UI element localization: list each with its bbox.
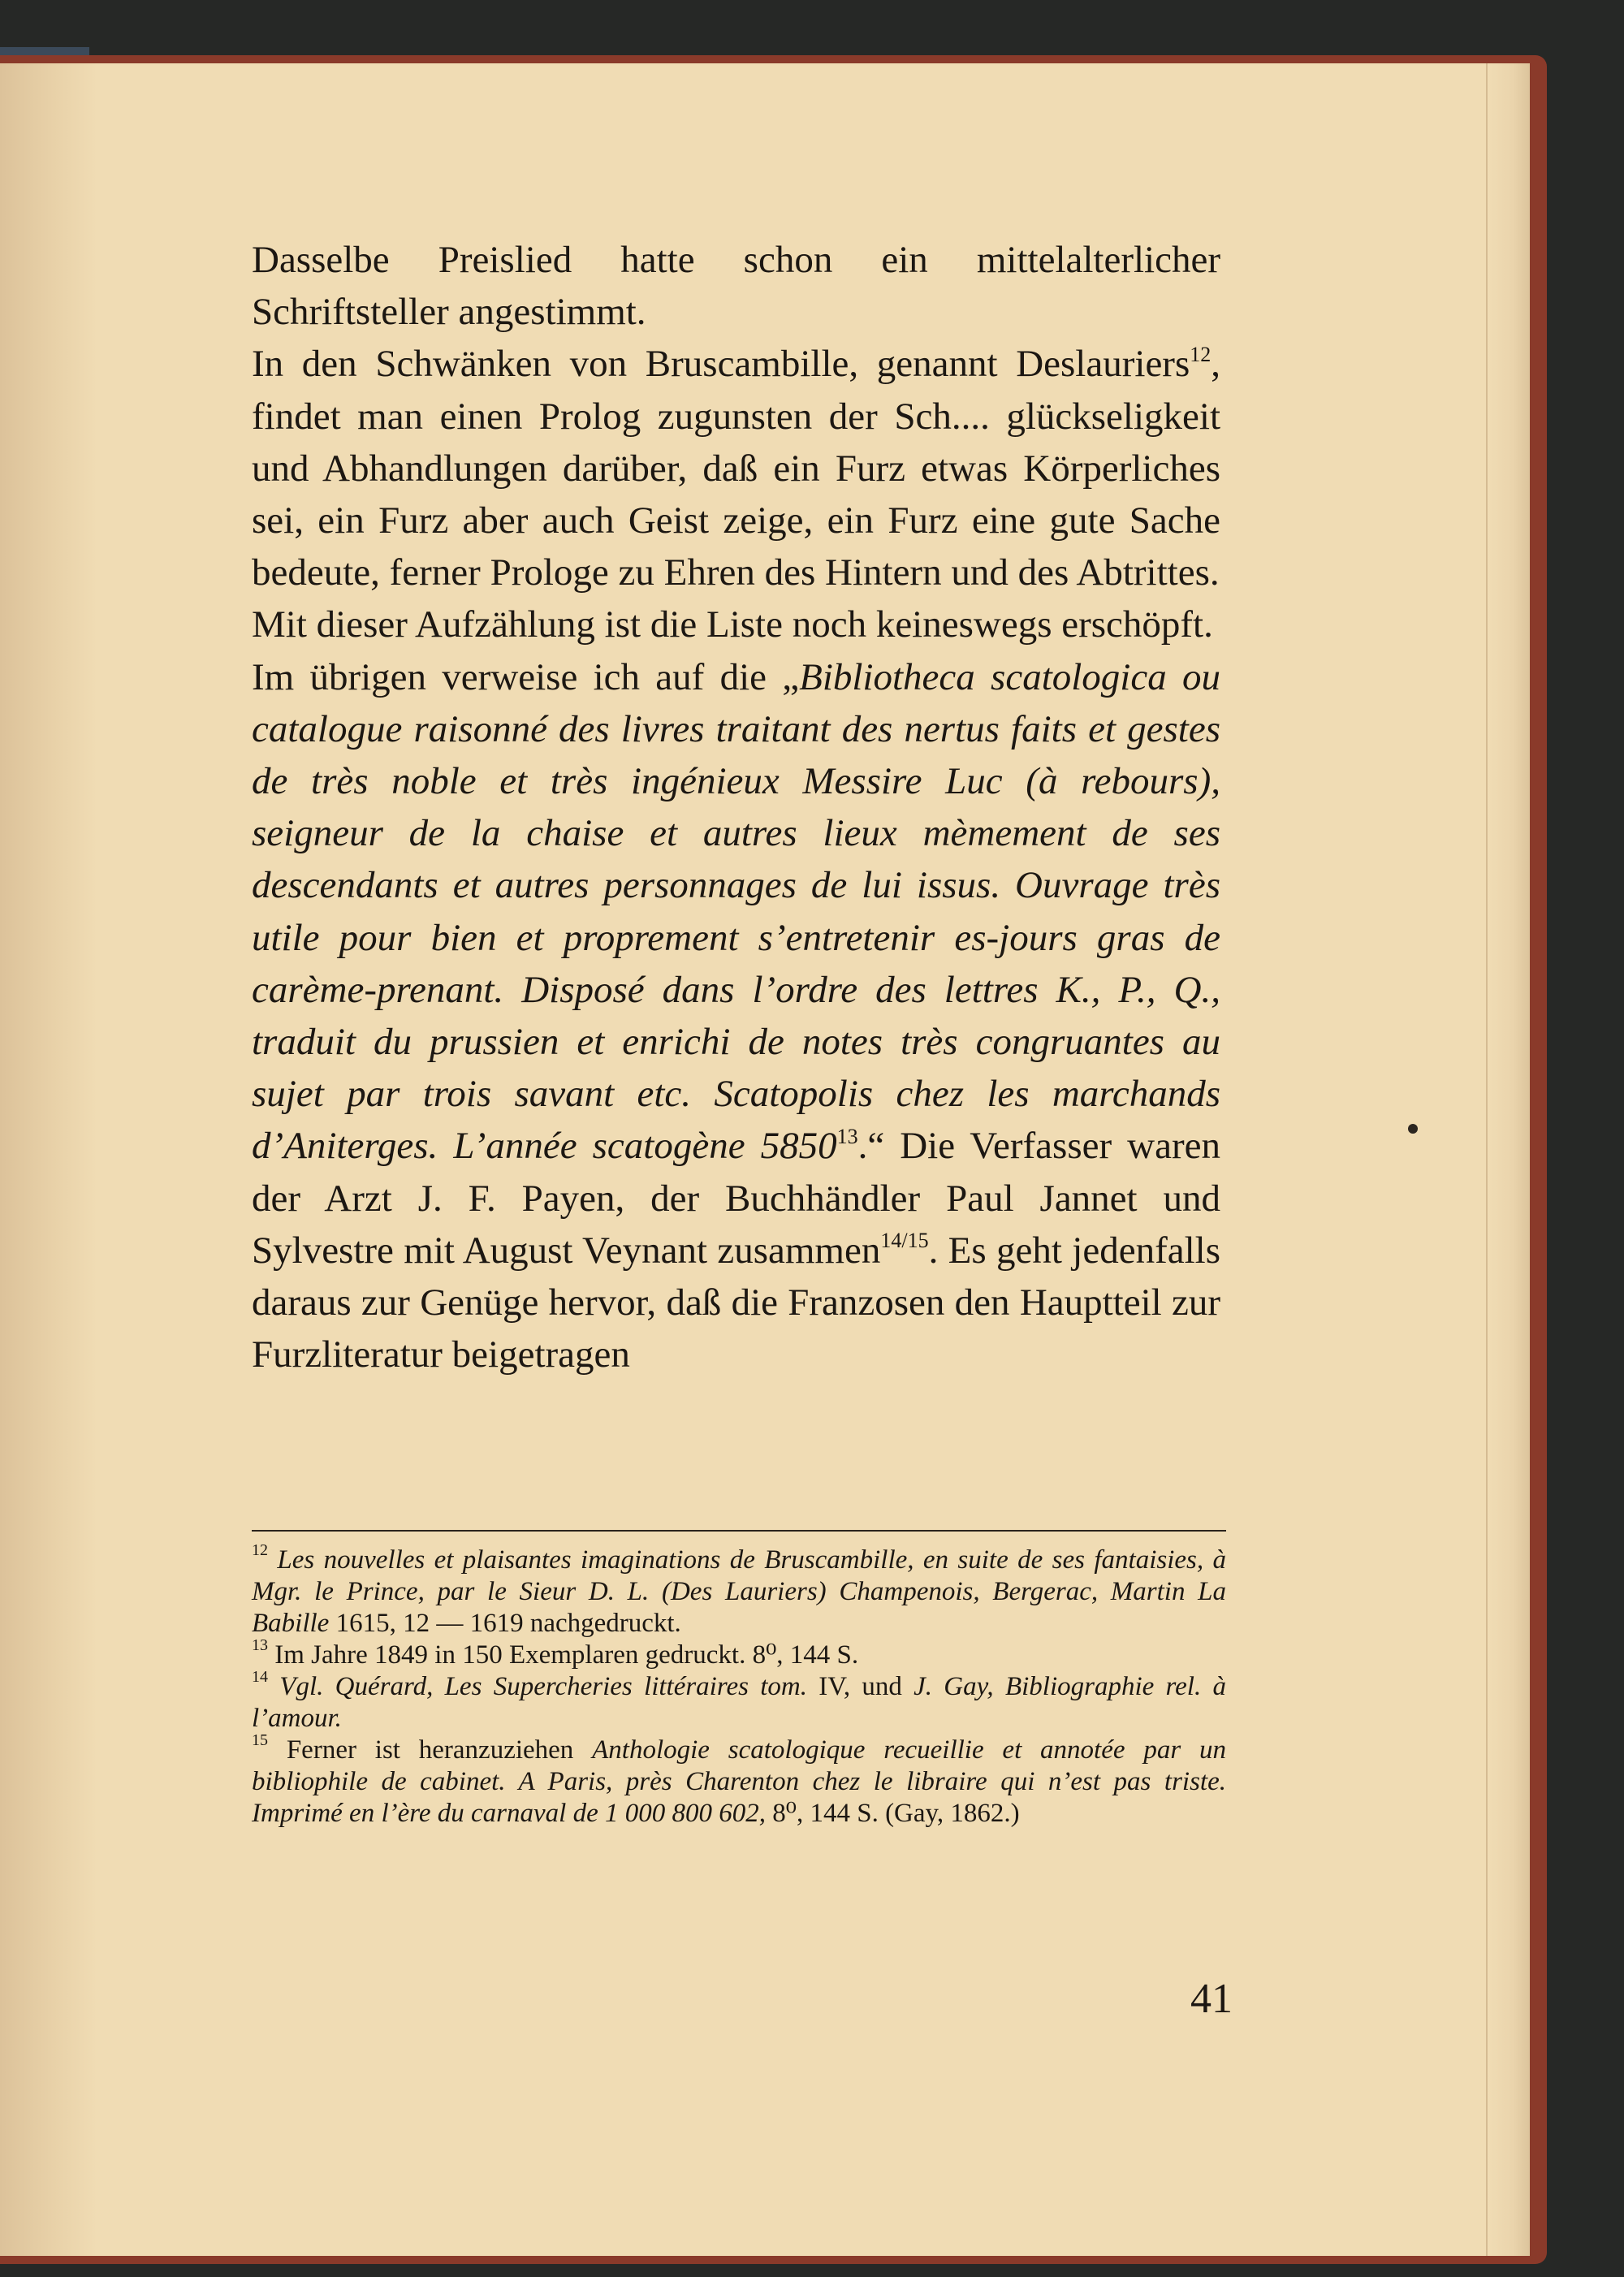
body-text [252, 234, 1220, 1380]
text-run: 1615, 12 — 1619 nachgedruckt. [329, 1609, 681, 1638]
footnote [252, 1636, 1226, 1671]
footnote [252, 1541, 1227, 1640]
italic-text: Vgl. Quérard, Les Supercheries littéraires tom. [279, 1672, 807, 1701]
text-run: IV, und [806, 1672, 914, 1701]
footnote-reference: 13 [836, 1124, 858, 1148]
italic-text: Les nouvelles et plaisantes imaginations de Bruscambille, en suite de ses fantaisies, à Mgr. le Prince, par le Sieur D. L. (Des Lauriers) Champenois, Bergerac, Martin La Babille [252, 1545, 1227, 1638]
main-text-block [252, 234, 1220, 1380]
footnote [252, 1731, 1227, 1830]
footnote-number: 14 [252, 1668, 268, 1686]
text-run: Im übrigen verweise ich auf die „ [252, 655, 800, 698]
italic-text: Bibliotheca scatologica ou catalogue raisonné des livres traitant des nertus faits et gestes de très noble et très ingénieux Messire Luc (à rebours), seigneur de la chaise et autres lieux mèmement de ses descendants et autres personnages de lui issus. Ouvrage très utile pour bien et proprement s’entretenir es-jours gras de carème-prenant. Disposé dans l’ordre des lettres K., P., Q., traduit du prussien et enrichi de notes très congruantes au sujet par trois savant etc. Scatopolis chez les marchands d’Aniterges. L’année scatogène 5850 [252, 655, 1220, 1168]
text-run: Mit dieser Aufzählung ist die Liste noch keineswegs erschöpft. [252, 603, 1213, 646]
body-paragraph [252, 598, 1220, 650]
text-run: 8⁰, 144 S. (Gay, 1862.) [765, 1799, 1020, 1828]
body-paragraph [252, 338, 1220, 598]
footnote-number: 13 [252, 1636, 268, 1654]
text-run: Ferner ist heranzuziehen [286, 1735, 593, 1765]
body-paragraph [252, 651, 1220, 1381]
footnote-number: 12 [252, 1541, 268, 1559]
text-run: .“ Die Verfasser waren der Arzt J. F. Payen, der Buchhändler Paul Jannet und Sylvestre mit August Veynant zusammen [252, 1125, 1220, 1272]
text-run: Im Jahre 1849 in 150 Exemplaren gedruckt. 8⁰, 144 S. [274, 1640, 859, 1670]
body-paragraph [252, 234, 1220, 338]
text-run: . Es geht jedenfalls daraus zur Genüge hervor, daß die Franzosen den Hauptteil zur Furzliteratur beigetragen [252, 1229, 1220, 1376]
footnote-reference: 12 [1190, 342, 1212, 366]
footnote [252, 1668, 1226, 1735]
page-gutter [0, 63, 97, 2256]
text-run: In den Schwänken von Bruscambille, genannt Deslauriers [252, 343, 1190, 386]
italic-text: J. Gay, Bibliographie rel. à l’amour. [252, 1672, 1226, 1733]
paper-speck [1408, 1124, 1418, 1134]
footnote-separator [252, 1530, 1226, 1532]
italic-text: Anthologie scatologique recueillie et annotée par un bibliophile de cabinet. A Paris, près Charenton chez le libraire qui n’est pas triste. Imprimé en l’ère du carnaval de 1 000 800 602, [252, 1735, 1227, 1828]
page-number: 41 [1190, 1976, 1233, 2022]
footnotes [252, 1541, 1227, 1830]
text-run: Dasselbe Preislied hatte schon ein mittelalterlicher Schriftsteller angestimmt. [252, 239, 1220, 334]
text-run: , findet man einen Prolog zugunsten der Sch.... glückseligkeit und Abhandlungen darüber, daß ein Furz etwas Körperliches sei, ein Furz aber auch Geist zeige, ein Furz eine gute Sache bedeute, ferner Prologe zu Ehren des Hintern und des Abtrittes. [252, 343, 1220, 594]
footnote-number: 15 [252, 1731, 268, 1749]
footnote-reference: 14/15 [880, 1229, 929, 1253]
page-fore-edge [1486, 63, 1530, 2256]
